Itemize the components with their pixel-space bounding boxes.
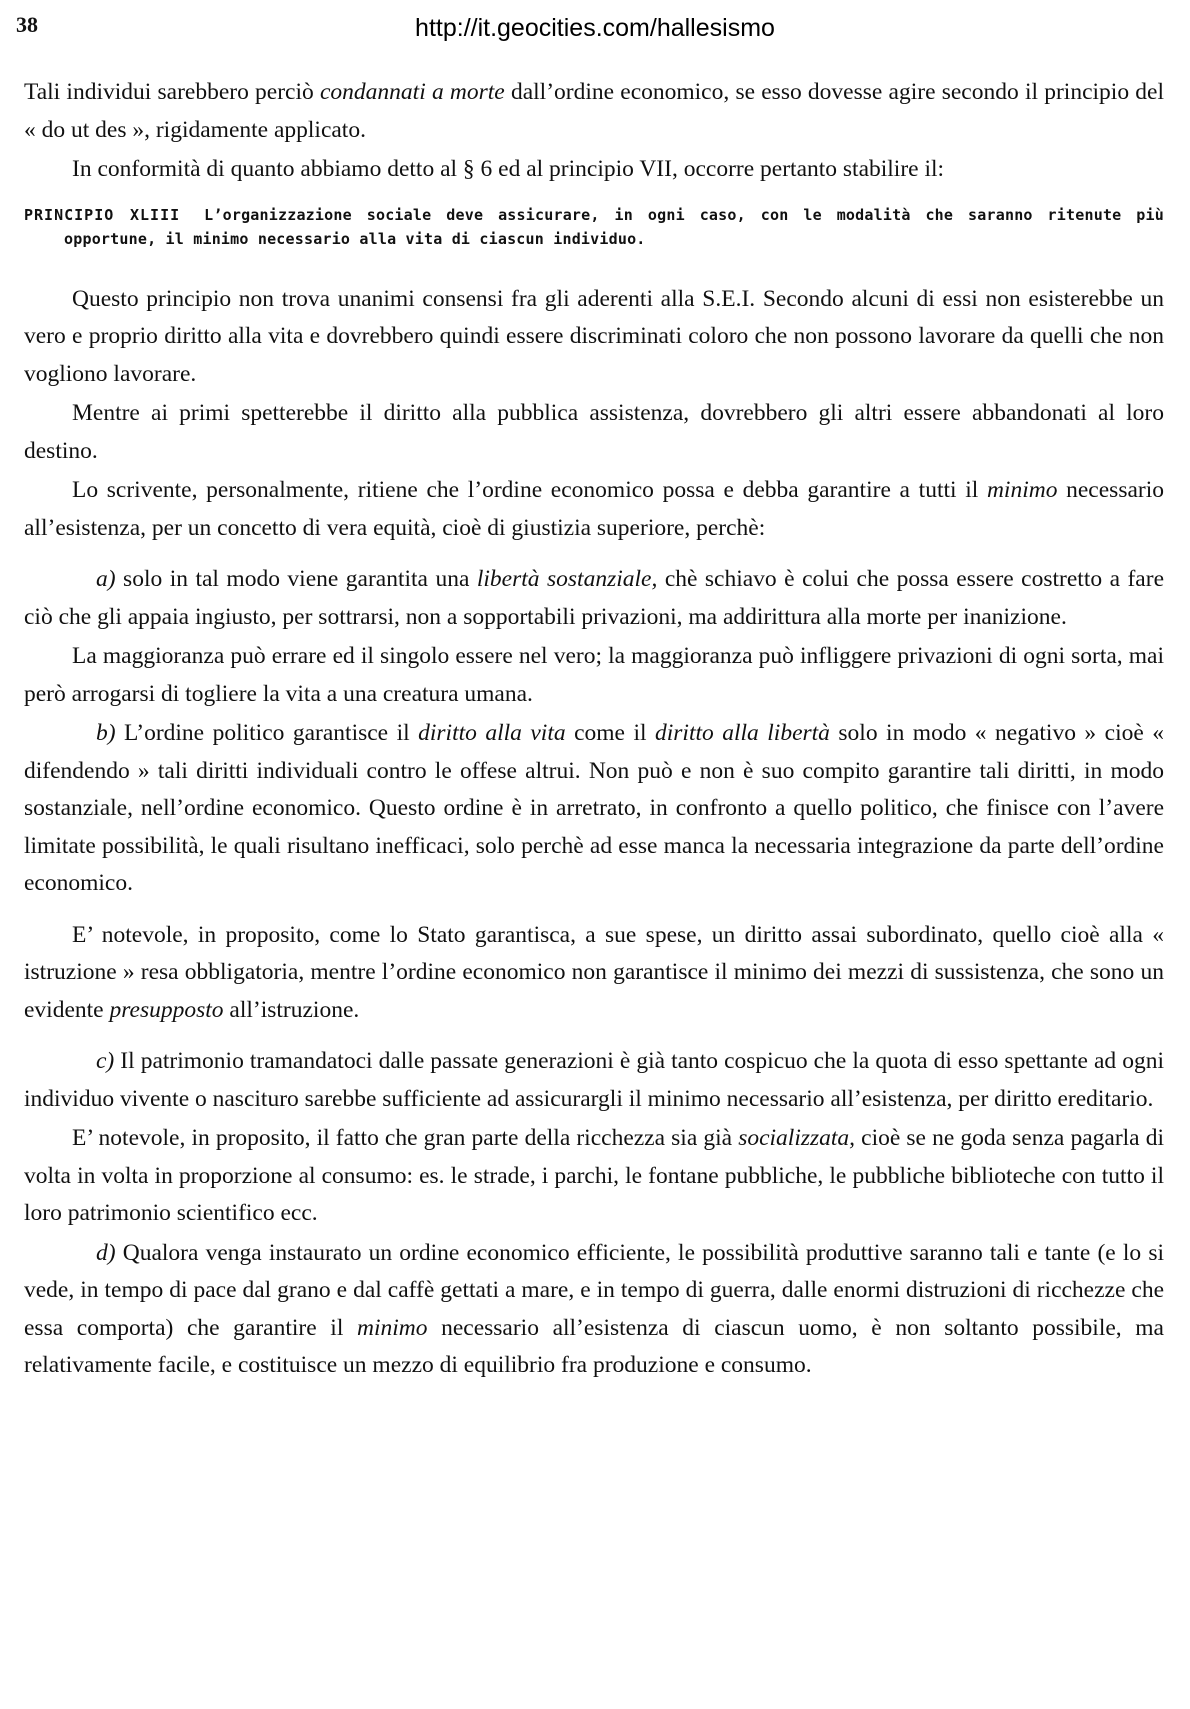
text-run: Questo principio non trova unanimi consensi fra gli aderenti alla S.E.I. Secondo alcuni di essi non esisterebbe un vero e proprio diritto alla vita e dovrebbero quindi essere discriminati coloro che non possono lavorare da quelli che non vogliono lavorare. <box>24 285 1164 387</box>
paragraph <box>24 151 1164 189</box>
text-run: come il <box>565 720 655 746</box>
italic-text: socializzata, <box>738 1125 856 1151</box>
text-run: L’ordine politico garantisce il <box>115 720 419 746</box>
list-item-d <box>24 1235 1164 1385</box>
text-run: Lo scrivente, personalmente, ritiene che l’ordine economico possa e debba garantire a tutti il <box>72 477 987 503</box>
text-run: In conformità di quanto abbiamo detto al § 6 ed al principio VII, occorre pertanto stabilire il: <box>72 156 945 182</box>
text-run: dall’ordine economico, se esso dovesse agire secondo il principio del « do ut des », rigidamente applicato. <box>24 79 1164 143</box>
principle-label: PRINCIPIO XLIII <box>24 205 181 224</box>
text-run: Qualora venga instaurato un ordine economico efficiente, le possibilità produttive saranno tali e tante (e lo si vede, in tempo di pace dal grano e dal caffè gettati a mare, e in tempo di guerra, dalle enormi distruzioni di ricchezze che essa comporta) che garantire il <box>24 1239 1164 1341</box>
text-run: necessario all’esistenza di ciascun uomo, è non soltanto possibile, ma relativamente facile, e costituisce un mezzo di equilibrio fra produzione e consumo. <box>24 1314 1164 1378</box>
text-run: Il patrimonio tramandatoci dalle passate generazioni è già tanto cospicuo che la quota di esso spettante ad ogni individuo vivente o nascituro sarebbe sufficiente ad assicurargli il minimo necessario all’esistenza, per diritto ereditario. <box>24 1048 1164 1112</box>
italic-text: minimo <box>986 477 1058 503</box>
italic-text: c) <box>96 1048 115 1074</box>
text-run: cioè se ne goda senza pagarla di volta in volta in proporzione al consumo: es. le strade, i parchi, le fontane pubbliche, le pubbliche biblioteche con tutto il loro patrimonio scientifico ecc. <box>24 1125 1164 1226</box>
list-item-a <box>24 561 1164 636</box>
text-run: E’ notevole, in proposito, come lo Stato garantisca, a sue spese, un diritto assai subordinato, quello cioè alla « istruzione » resa obbligatoria, mentre l’ordine economico non garantisce il minimo dei mezzi di sussistenza, che sono un evidente <box>24 921 1164 1023</box>
page-number: 38 <box>16 12 38 37</box>
italic-text: libertà sostanziale, <box>476 566 658 592</box>
paragraph <box>24 281 1164 394</box>
text-run: E’ notevole, in proposito, il fatto che gran parte della ricchezza sia già <box>72 1125 739 1151</box>
italic-text: b) <box>96 720 116 746</box>
paragraph <box>24 74 1164 149</box>
text-run: necessario all’esistenza, per un concetto di vera equità, cioè di giustizia superiore, perchè: <box>24 477 1164 541</box>
list-item-c <box>24 1043 1164 1118</box>
principle-block <box>24 203 1164 251</box>
paragraph <box>24 638 1164 713</box>
italic-text: presupposto <box>109 996 224 1023</box>
text-run: La maggioranza può errare ed il singolo essere nel vero; la maggioranza può infliggere privazioni di ogni sorta, mai però arrogarsi di togliere la vita a una creatura umana. <box>24 643 1164 707</box>
text-run: Mentre ai primi spetterebbe il diritto alla pubblica assistenza, dovrebbero gli altri essere abbandonati al loro destino. <box>24 400 1164 464</box>
italic-text: minimo <box>356 1314 428 1341</box>
italic-text: d) <box>96 1239 116 1266</box>
principle-text: L’organizzazione sociale deve assicurare, in ogni caso, con le modalità che saranno ritenute più opportune, il minimo necessario alla vita di ciascun individuo. <box>64 205 1164 248</box>
list-item-b <box>24 715 1164 903</box>
text-run: Tali individui sarebbero perciò <box>24 79 320 105</box>
paragraph <box>24 1120 1164 1233</box>
italic-text: diritto alla libertà <box>655 720 830 746</box>
text-run: solo in modo « negativo » cioè « difendendo » tali diritti individuali contro le offese altrui. Non può e non è suo compito garantire tali diritti, in modo sostanziale, nell’ordine economico. Questo ordine è in arretrato, in confronto a quello politico, che finisce con l’avere limitate possibilità, le quali risultano inefficaci, solo perchè ad esse manca la necessaria integrazione da parte dell’ordine economico. <box>24 720 1165 896</box>
paragraph <box>24 395 1164 470</box>
header-url: http://it.geocities.com/hallesismo <box>415 14 775 42</box>
italic-text: diritto alla vita <box>418 720 566 746</box>
text-run: all’istruzione. <box>223 996 360 1023</box>
document-body <box>24 74 1164 1385</box>
text-run: chè schiavo è colui che possa essere costretto a fare ciò che gli appaia ingiusto, per sottrarsi, non a sopportabili privazioni, ma addirittura alla morte per inanizione. <box>24 566 1164 630</box>
paragraph <box>24 472 1164 547</box>
italic-text: condannati a morte <box>319 79 505 105</box>
paragraph <box>24 917 1164 1030</box>
italic-text: a) <box>96 566 116 592</box>
text-run: solo in tal modo viene garantita una <box>115 566 477 592</box>
